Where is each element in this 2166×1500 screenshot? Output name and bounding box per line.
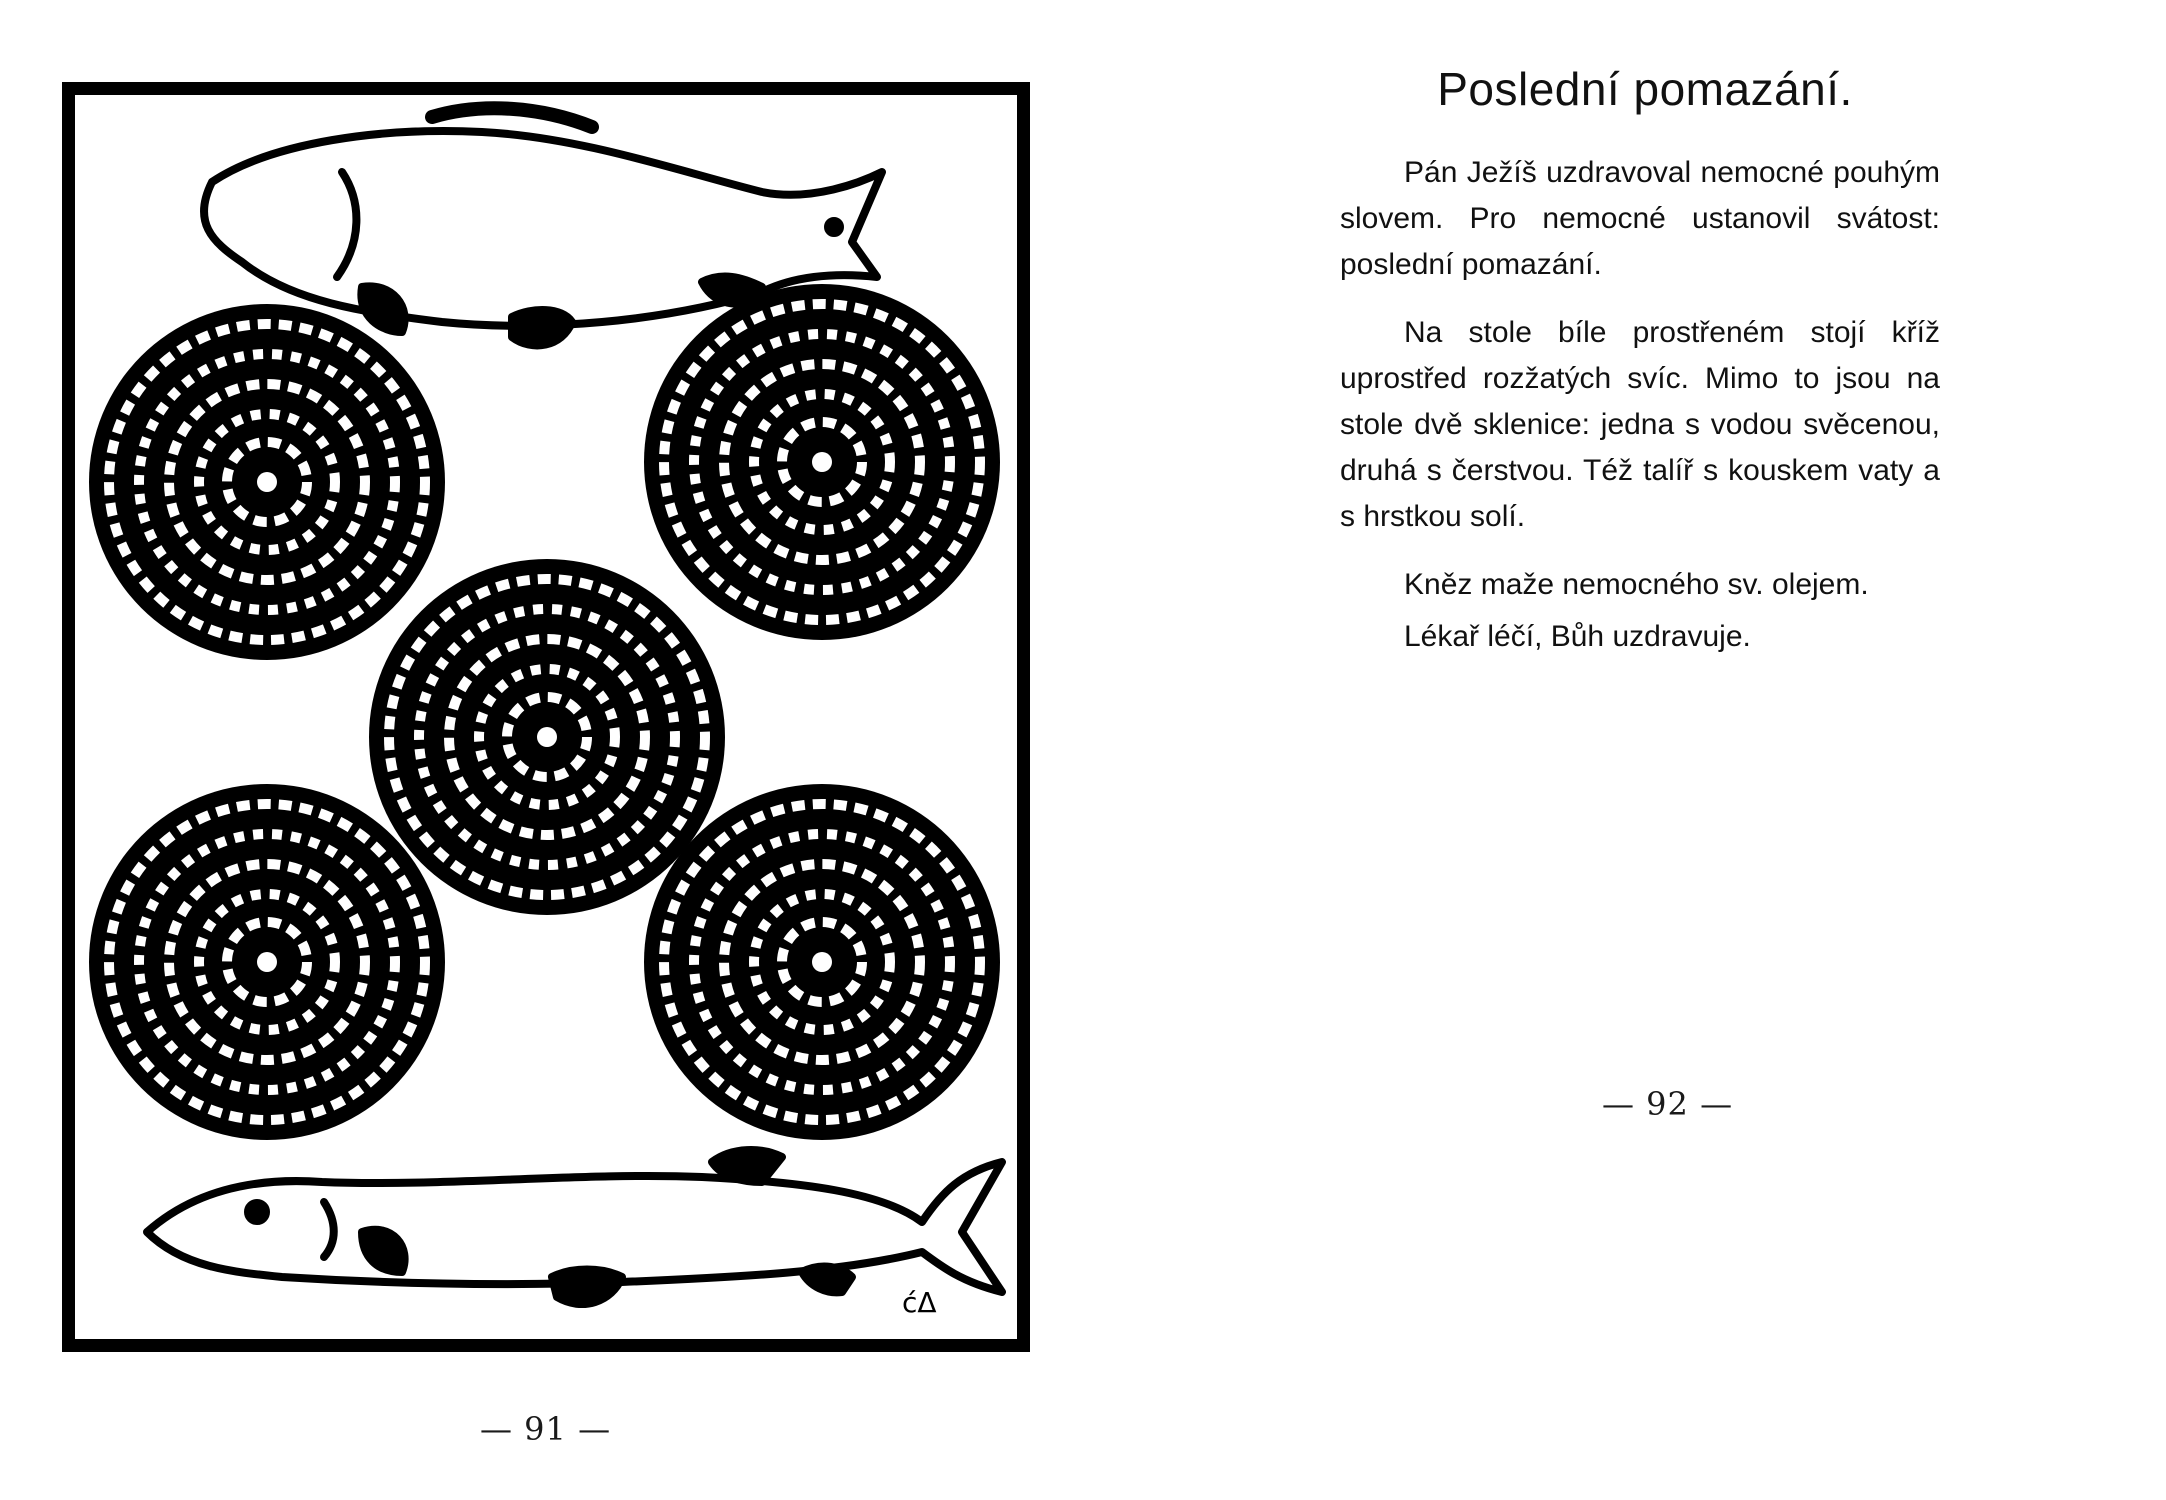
bread-loaf-icon: [89, 304, 445, 660]
bread-loaf-icon: [89, 784, 445, 1140]
paragraph-3: Kněz maže nemocného sv. olejem.: [1404, 568, 1869, 601]
artist-monogram: ćΔ: [902, 1286, 937, 1319]
bread-loaf-icon: [369, 559, 725, 915]
paragraph-1: Pán Ježíš uzdravoval nemocné pouhým slovem. Pro nemocné ustanovil svátost: poslední pomazání.: [1340, 156, 1940, 281]
page-title: Poslední pomazání.: [1437, 63, 1853, 115]
bread-loaves-group: [89, 284, 1000, 1140]
woodcut-illustration: [62, 82, 1030, 1352]
bottom-fish-icon: [147, 1150, 1002, 1304]
fish-and-loaves-image: [62, 82, 1030, 1352]
page-number-right: — 92 —: [1602, 1085, 1734, 1123]
bread-loaf-icon: [644, 284, 1000, 640]
text-page: [1340, 62, 1940, 666]
paragraph-4: Lékař léčí, Bůh uzdravuje.: [1404, 620, 1751, 653]
bread-loaf-icon: [644, 784, 1000, 1140]
paragraph-2: Na stole bíle prostřeném stojí kříž uprostřed rozžatých svíc. Mimo to jsou na stole dvě sklenice: jedna s vodou svěcenou, druhá s čerstvou. Též talíř s kouskem vaty a s hrstkou solí.: [1340, 316, 1940, 533]
page-number-left: — 91 —: [480, 1410, 612, 1448]
